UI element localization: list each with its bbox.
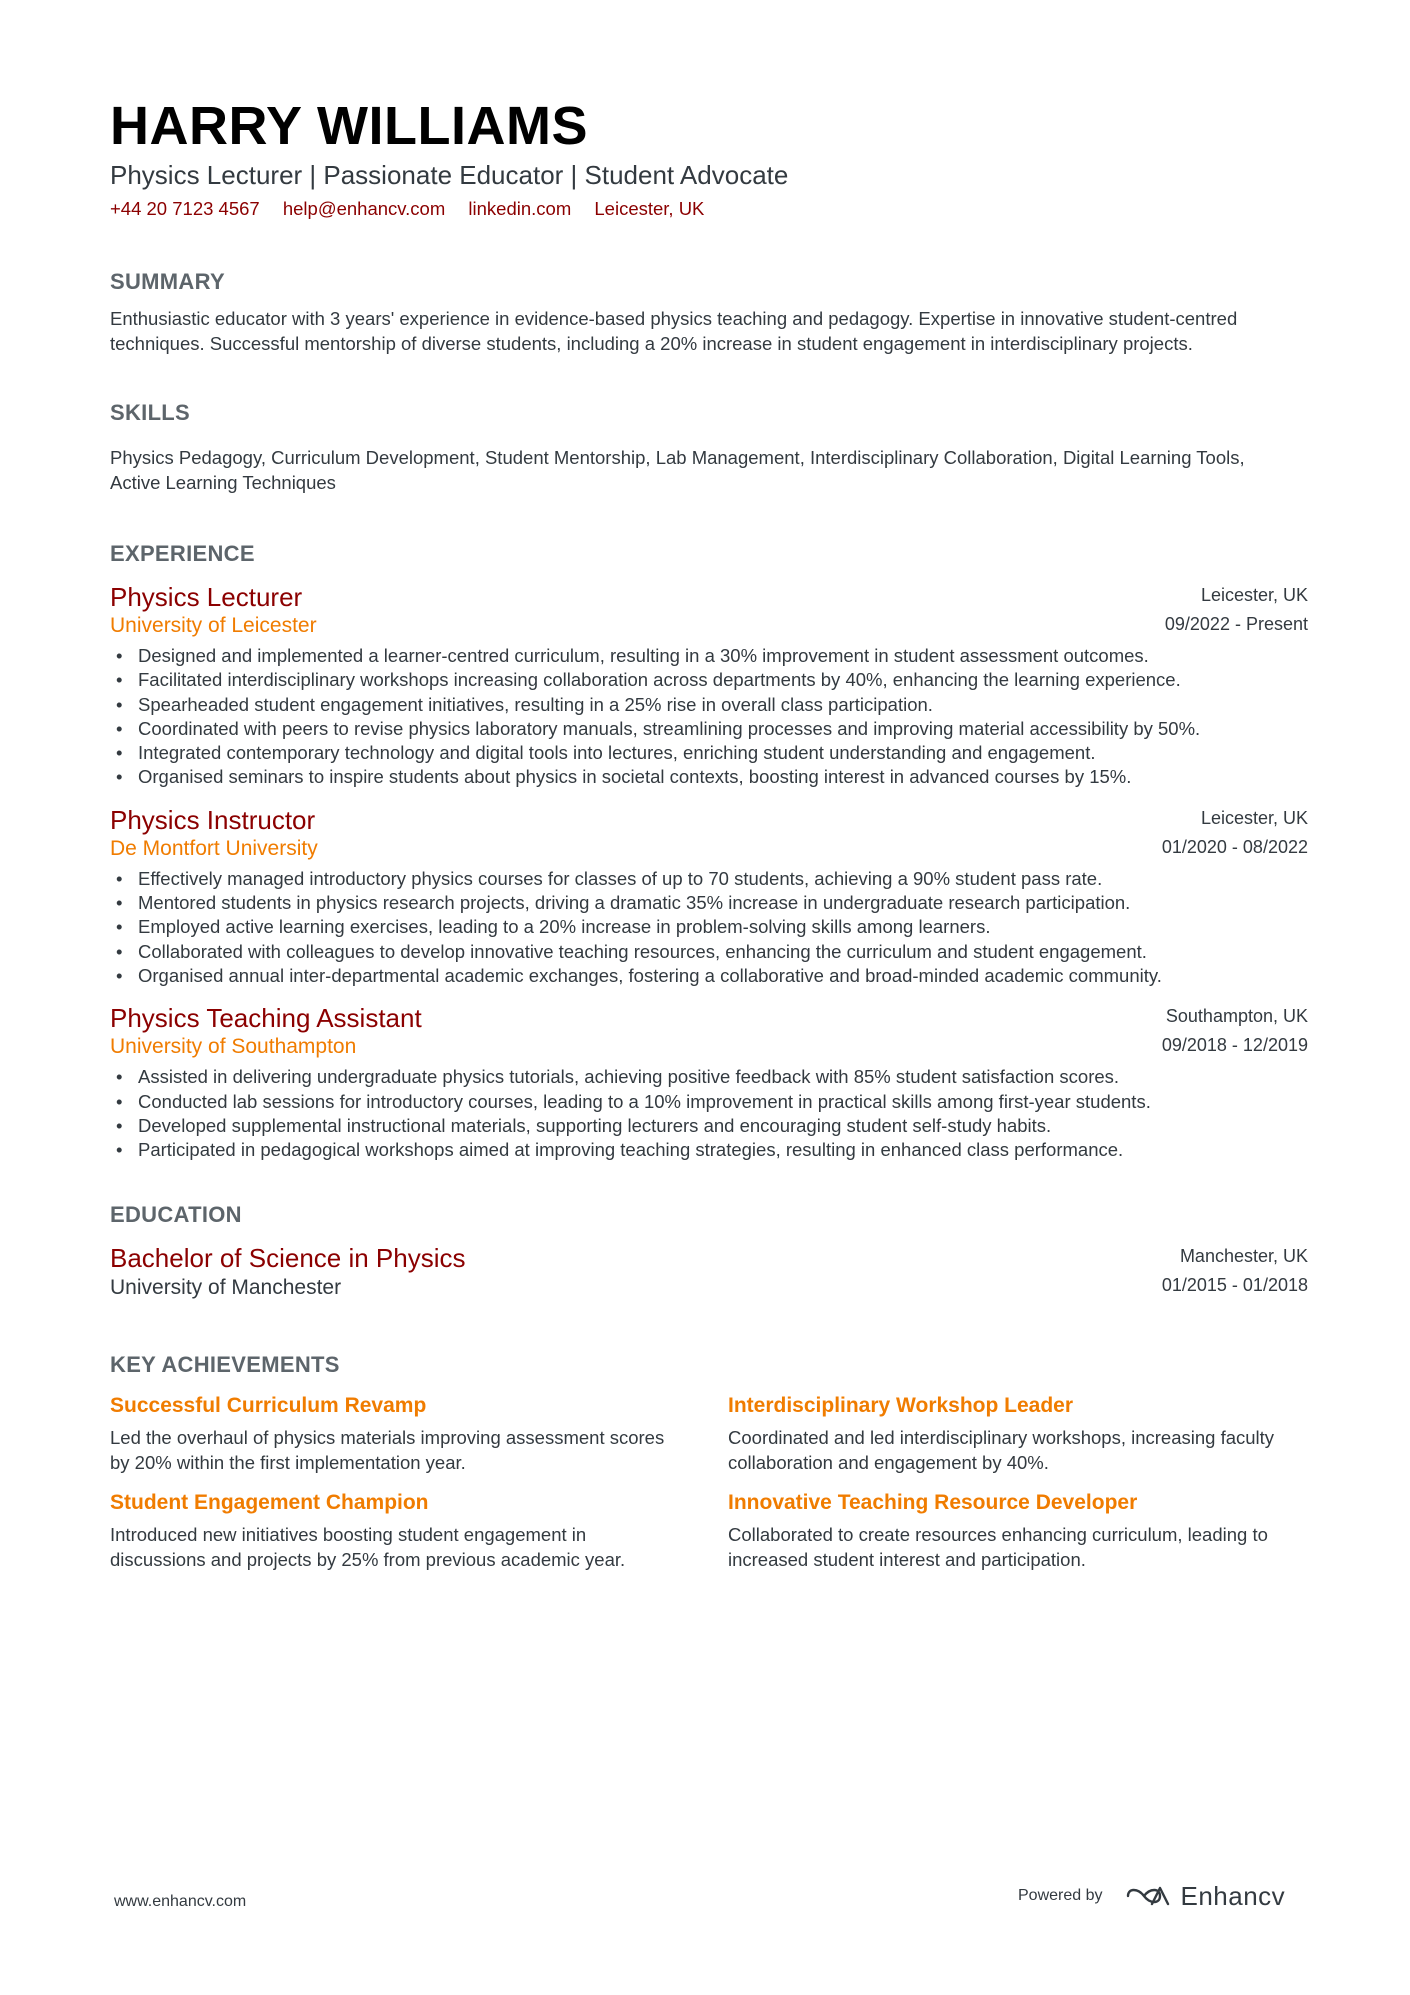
job-header xyxy=(110,1002,1308,1062)
tagline: Physics Lecturer | Passionate Educator | Student Advocate xyxy=(110,160,789,190)
section-title-experience: EXPERIENCE xyxy=(110,541,255,566)
summary-text: Enthusiastic educator with 3 years' experience in evidence-based physics teaching and pedagogy. Expertise in innovative student-centred techniques. Successful mentorship of diverse students, including a 20% increase in student engagement in interdisciplinary projects. xyxy=(110,308,1238,354)
job-location: Leicester, UK xyxy=(1200,585,1308,605)
list-item: • Integrated contemporary technology and digital tools into lectures, enriching student understanding and engagement. xyxy=(138,741,1308,765)
education-section xyxy=(110,1202,1308,1304)
contact-linkedin[interactable]: linkedin.com xyxy=(468,198,572,219)
contact-location: Leicester, UK xyxy=(594,198,705,219)
job-title: Physics Instructor xyxy=(110,804,316,835)
skill-item: Student Mentorship , xyxy=(485,447,656,468)
achievement-item xyxy=(110,1489,728,1572)
list-item: • Facilitated interdisciplinary workshops increasing collaboration across departments by 40%, enhancing the learning experience. xyxy=(138,668,1308,692)
skill-item: Interdisciplinary Collaboration , xyxy=(810,447,1063,468)
summary-section xyxy=(110,269,1308,356)
achievements-grid xyxy=(110,1392,1308,1572)
education-entry xyxy=(110,1242,1308,1304)
achievement-title: Interdisciplinary Workshop Leader xyxy=(728,1394,1074,1418)
achievement-item xyxy=(110,1392,728,1475)
achievement-title: Successful Curriculum Revamp xyxy=(110,1394,427,1418)
list-item: • Collaborated with colleagues to develop innovative teaching resources, enhancing the curriculum and student engagement. xyxy=(138,940,1308,964)
job-dates: 09/2022 - Present xyxy=(1164,614,1308,634)
job-bullets xyxy=(110,644,1308,790)
job-dates: 09/2018 - 12/2019 xyxy=(1161,1035,1308,1056)
job-header xyxy=(110,804,1308,864)
brand-name[interactable]: Enhancv xyxy=(1180,1880,1286,1911)
contact-phone[interactable]: +44 20 7123 4567 xyxy=(110,198,260,219)
skill-item: Physics Pedagogy , xyxy=(110,447,271,468)
achievement-description: Introduced new initiatives boosting student engagement in discussions and projects by 25% from previous academic year. xyxy=(110,1524,626,1570)
list-item: • Employed active learning exercises, leading to a 20% increase in problem-solving skills among learners. xyxy=(138,915,1308,939)
job-meta xyxy=(1165,581,1308,639)
job-location: Southampton, UK xyxy=(1165,1006,1308,1027)
job-header xyxy=(110,581,1308,641)
achievement-description: Coordinated and led interdisciplinary workshops, increasing faculty collaboration and engagement by 40%. xyxy=(728,1427,1275,1473)
section-title-summary: SUMMARY xyxy=(110,269,225,294)
job-title: Physics Teaching Assistant xyxy=(110,1003,422,1034)
education-meta xyxy=(1162,1242,1308,1300)
list-item: • Organised annual inter-departmental academic exchanges, fostering a collaborative and broad-minded academic community. xyxy=(138,964,1308,988)
education-dates: 01/2015 - 01/2018 xyxy=(1161,1275,1308,1296)
contact-line xyxy=(110,196,1308,222)
list-item: • Designed and implemented a learner-centred curriculum, resulting in a 30% improvement in student assessment outcomes. xyxy=(138,644,1308,668)
list-item: • Coordinated with peers to revise physics laboratory manuals, streamlining processes and improving material accessibility by 50%. xyxy=(138,717,1308,741)
achievement-item xyxy=(728,1489,1308,1572)
candidate-name: HARRY WILLIAMS xyxy=(110,96,588,156)
resume-page xyxy=(110,96,1308,1572)
skill-item: Active Learning Techniques xyxy=(110,471,336,493)
achievement-description: Led the overhaul of physics materials improving assessment scores by 20% within the first implementation year. xyxy=(110,1427,665,1473)
job-meta xyxy=(1162,804,1308,862)
job-organization: University of Leicester xyxy=(110,614,317,637)
list-item: • Conducted lab sessions for introductory courses, leading to a 10% improvement in practical skills among first-year students. xyxy=(138,1090,1308,1114)
achievement-description: Collaborated to create resources enhancing curriculum, leading to increased student interest and participation. xyxy=(728,1524,1268,1570)
job-location: Leicester, UK xyxy=(1200,807,1308,828)
footer-website[interactable]: www.enhancv.com xyxy=(114,1893,247,1910)
contact-email[interactable]: help@enhancv.com xyxy=(282,198,446,219)
achievement-title: Innovative Teaching Resource Developer xyxy=(728,1491,1138,1515)
list-item: • Effectively managed introductory physics courses for classes of up to 70 students, achieving a 90% student pass rate. xyxy=(138,867,1308,891)
job-organization: University of Southampton xyxy=(110,1035,357,1059)
achievement-item xyxy=(728,1392,1308,1475)
section-title-skills: SKILLS xyxy=(110,400,191,425)
list-item: • Mentored students in physics research projects, driving a dramatic 35% increase in undergraduate research participation. xyxy=(138,891,1308,915)
achievements-section xyxy=(110,1352,1308,1572)
school-name: University of Manchester xyxy=(110,1276,342,1300)
job-entry xyxy=(110,804,1308,988)
job-title: Physics Lecturer xyxy=(110,582,303,612)
powered-by-label: Powered by xyxy=(1018,1887,1103,1904)
list-item: • Spearheaded student engagement initiatives, resulting in a 25% rise in overall class participation. xyxy=(138,693,1308,717)
list-item: • Assisted in delivering undergraduate physics tutorials, achieving positive feedback with 85% student satisfaction scores. xyxy=(138,1065,1308,1089)
section-title-education: EDUCATION xyxy=(110,1202,242,1228)
skills-list xyxy=(110,446,1280,495)
degree-title: Bachelor of Science in Physics xyxy=(110,1243,466,1274)
enhancv-logo-icon xyxy=(1125,1883,1171,1909)
skill-item: Curriculum Development , xyxy=(271,447,485,468)
job-organization: De Montfort University xyxy=(110,836,318,860)
footer-branding xyxy=(1018,1876,1285,1916)
job-dates: 01/2020 - 08/2022 xyxy=(1161,836,1308,857)
section-title-achievements: KEY ACHIEVEMENTS xyxy=(110,1352,340,1378)
skill-item: Digital Learning Tools , xyxy=(1063,447,1245,468)
education-location: Manchester, UK xyxy=(1179,1246,1308,1267)
job-bullets xyxy=(110,867,1308,988)
list-item: • Developed supplemental instructional materials, supporting lecturers and encouraging student self-study habits. xyxy=(138,1114,1308,1138)
job-meta xyxy=(1162,1002,1308,1060)
experience-section xyxy=(110,541,1308,1162)
skills-section xyxy=(110,400,1308,495)
list-item: • Participated in pedagogical workshops aimed at improving teaching strategies, resulting in enhanced class performance. xyxy=(138,1138,1308,1162)
skill-item: Lab Management , xyxy=(656,447,810,468)
job-entry xyxy=(110,581,1308,790)
list-item: • Organised seminars to inspire students about physics in societal contexts, boosting interest in advanced courses by 15%. xyxy=(138,765,1308,789)
job-bullets xyxy=(110,1065,1308,1162)
job-entry xyxy=(110,1002,1308,1162)
achievement-title: Student Engagement Champion xyxy=(110,1491,429,1515)
